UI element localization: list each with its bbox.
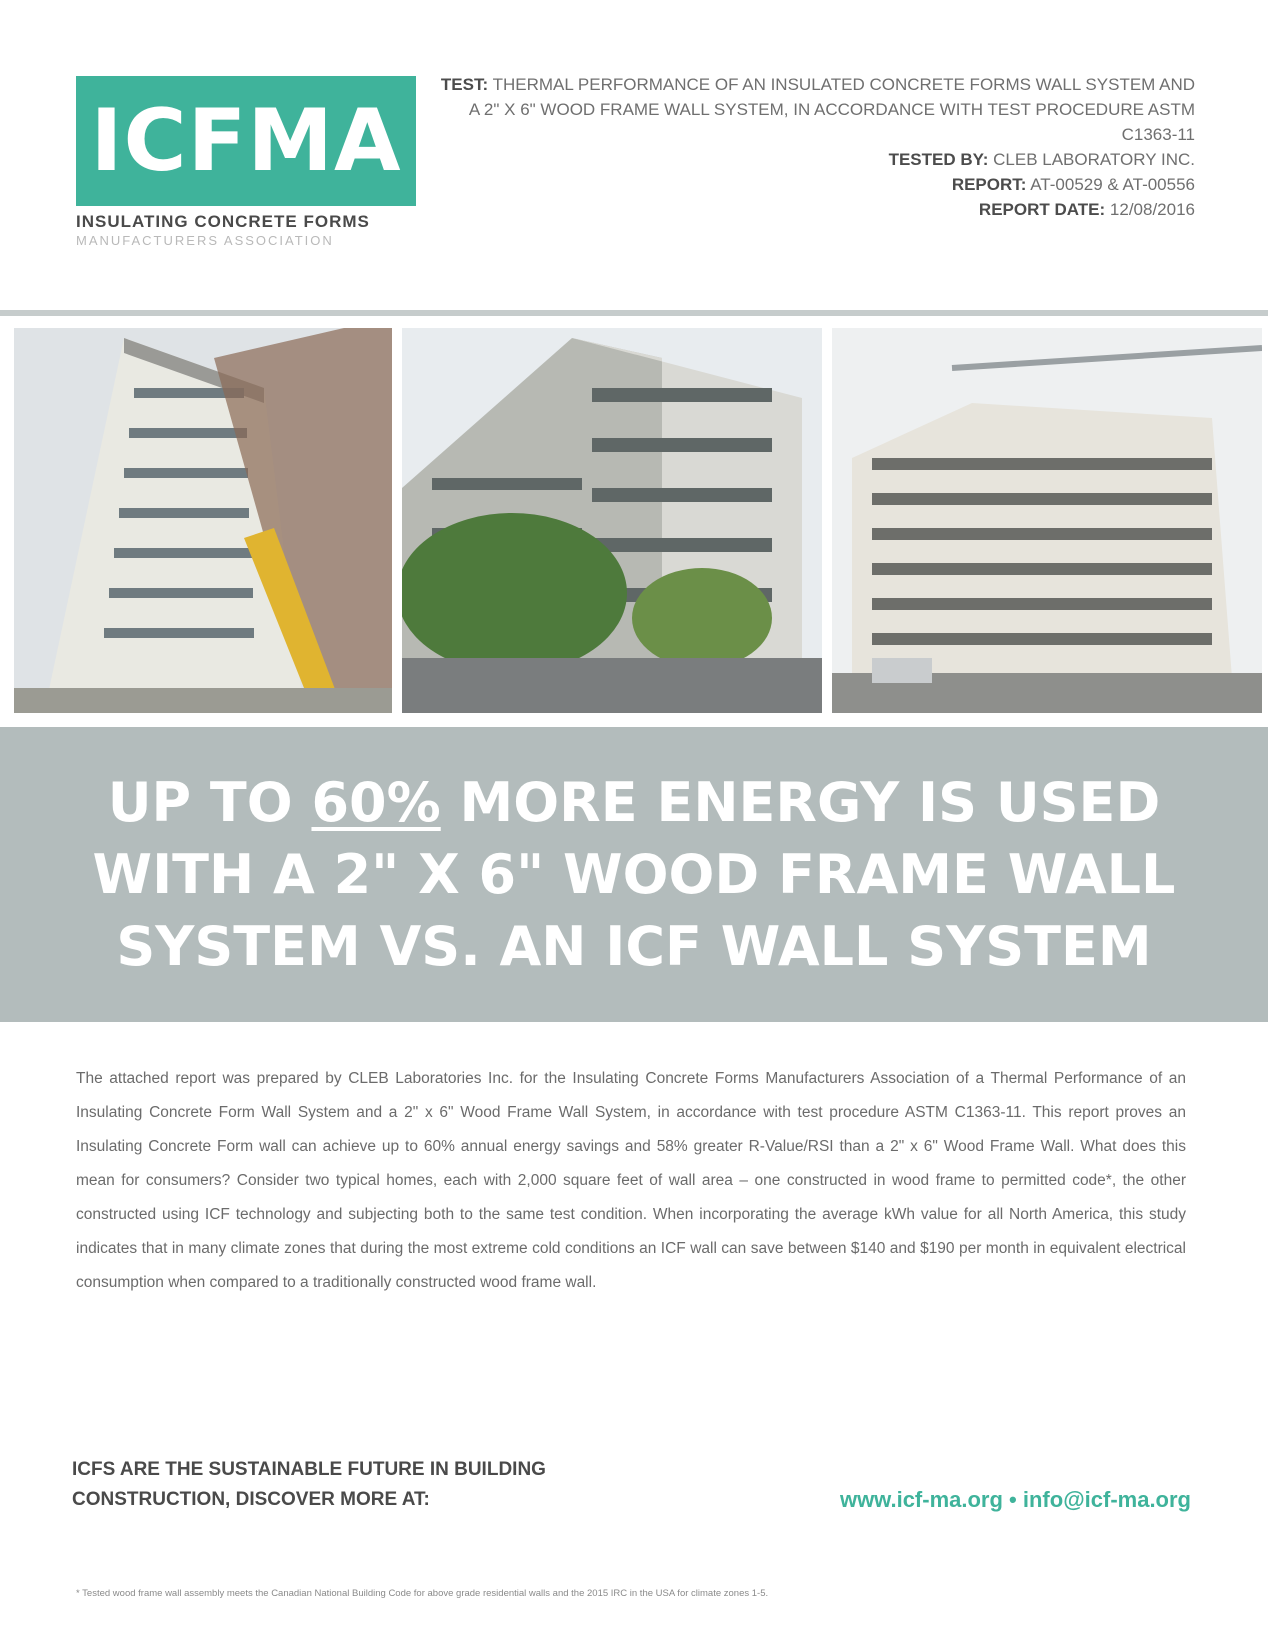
test-line	[435, 72, 1195, 147]
cta-line-2: CONSTRUCTION, DISCOVER MORE AT:	[72, 1489, 430, 1510]
footnote: * Tested wood frame wall assembly meets the Canadian National Building Code for above grade residential walls and the 2015 IRC in the USA for climate zones 1-5.	[76, 1588, 769, 1599]
report-line	[435, 172, 1195, 197]
contact-separator: •	[1002, 1487, 1023, 1512]
test-value: THERMAL PERFORMANCE OF AN INSULATED CONCRETE FORMS WALL SYSTEM AND A 2" X 6" WOOD FRAME WALL SYSTEM, IN ACCORDANCE WITH TEST PROCEDURE ASTM C1363-11	[468, 75, 1195, 144]
building-under-construction-photo	[14, 328, 392, 713]
icfma-logo	[76, 76, 416, 248]
email-link[interactable]: info@icf-ma.org	[1022, 1487, 1191, 1512]
headline-line-1	[108, 767, 1161, 839]
logo-box	[76, 76, 416, 206]
headline-banner	[0, 727, 1268, 1022]
logo-subtitle: INSULATING CONCRETE FORMS	[76, 212, 370, 231]
tested-by-value: CLEB LABORATORY INC.	[993, 150, 1195, 169]
body-paragraph: The attached report was prepared by CLEB Laboratories Inc. for the Insulating Concrete Forms Manufacturers Association of a Thermal Performance of an Insulating Concrete Form Wall System and a 2" x 6" Wood Frame Wall System, in accordance with test procedure ASTM C1363-11. This report proves an Insulating Concrete Form wall can achieve up to 60% annual energy savings and 58% greater R-Value/RSI than a 2" x 6" Wood Frame Wall. What does this mean for consumers? Consider two typical homes, each with 2,000 square feet of wall area – one constructed in wood frame to permitted code*, the other constructed using ICF technology and subjecting both to the same test condition. When incorporating the average kWh value for all North America, this study indicates that in many climate zones that during the most extreme cold conditions an ICF wall can save between $140 and $190 per month in equivalent electrical consumption when compared to a traditionally constructed wood frame wall.	[76, 1070, 1186, 1291]
headline-line-3: SYSTEM VS. AN ICF WALL SYSTEM	[116, 914, 1152, 978]
report-meta	[435, 72, 1195, 222]
tested-by-label: TESTED BY:	[888, 150, 989, 169]
logo-subtitle-2: MANUFACTURERS ASSOCIATION	[76, 233, 334, 248]
report-label: REPORT:	[951, 175, 1027, 194]
tested-by-line	[435, 147, 1195, 172]
report-date-label: REPORT DATE:	[978, 200, 1106, 219]
headline-line-1-start: UP TO	[107, 770, 312, 834]
header-divider	[0, 310, 1268, 316]
headline-line-1-end: MORE ENERGY IS USED	[440, 770, 1161, 834]
cta-line-1: ICFS ARE THE SUSTAINABLE FUTURE IN BUILDING	[72, 1459, 546, 1480]
call-to-action	[72, 1455, 632, 1515]
headline-line-2: WITH A 2" X 6" WOOD FRAME WALL	[92, 842, 1176, 906]
report-date-value: 12/08/2016	[1109, 200, 1195, 219]
apartment-building-photo	[402, 328, 822, 713]
report-date-line	[435, 197, 1195, 222]
website-link[interactable]: www.icf-ma.org	[839, 1487, 1003, 1512]
headline-percentage: 60%	[311, 770, 441, 834]
icf-building-construction-photo	[832, 328, 1262, 713]
report-value: AT-00529 & AT-00556	[1030, 175, 1195, 194]
test-label: TEST:	[440, 75, 489, 94]
photo-strip	[14, 328, 1262, 713]
logo-wordmark: ICFMA	[90, 91, 402, 191]
contact-links	[840, 1487, 1191, 1513]
